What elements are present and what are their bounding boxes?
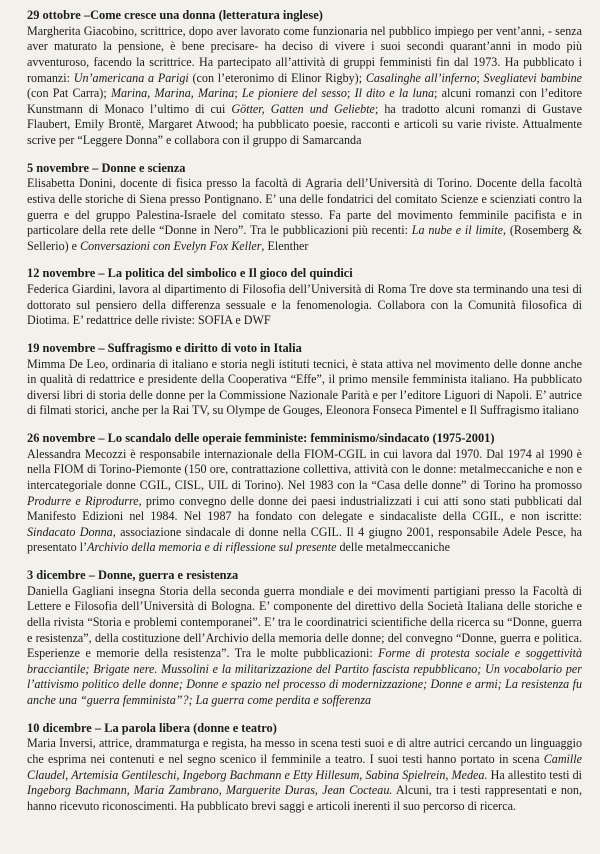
- italic-title-text: Ingeborg Bachmann, Maria Zambrano, Marguerite Duras, Jean Cocteau.: [27, 783, 393, 798]
- speaker-bio: [27, 736, 582, 814]
- bio-text: (con Pat Carra);: [27, 86, 111, 101]
- italic-title-text: Sindacato Donna: [27, 524, 113, 539]
- bio-text: Margherita Giacobino, scrittrice, dopo aver lavorato come funzionaria nel pubblico impiego per vent’anni, - senza aver maturato la pensione, è bene precisare- ha deciso di vivere i suoi secondi quarant’anni in modo più avventuroso, facendo la scrittrice. Ha partecipato all’attività di gruppi femministi fin dal 1973. Ha pubblicato i romanzi:: [27, 23, 582, 85]
- bio-text: ; alcuni romanzi con l’editore Kunstmann di Monaco l’ultimo di cui: [27, 86, 582, 116]
- italic-title-text: Marina, Marina, Marina: [110, 86, 235, 101]
- lecture-section: [27, 161, 582, 255]
- speaker-bio: [27, 24, 582, 149]
- bio-text: , (Rosemberg & Sellerio) e: [27, 223, 582, 253]
- italic-title-text: Casalinghe all’inferno: [365, 70, 477, 85]
- bio-text: delle metalmeccaniche: [336, 540, 450, 555]
- speaker-bio: [27, 176, 582, 254]
- lecture-section: [27, 431, 582, 556]
- bio-text: (con l’eteronimo di Elinor Rigby);: [188, 70, 366, 85]
- speaker-bio: [27, 584, 582, 709]
- bio-text: Federica Giardini, lavora al dipartimento di Filosofia dell’Università di Roma Tre dove sta terminando una tesi di dottorato sul pensiero della differenza sessuale e la fenomenologia. Collabora con la Comunità filosofica di Diotima. E’ redattrice delle riviste: SOFIA e DWF: [27, 282, 582, 328]
- italic-title-text: Le pioniere del sesso: [241, 86, 347, 101]
- bio-text: Ha allestito testi di: [487, 767, 582, 782]
- lecture-heading: 26 novembre – Lo scandalo delle operaie femministe: femminismo/sindacato (1975-2001): [27, 431, 495, 446]
- lecture-heading: 12 novembre – La politica del simbolico e Il gioco del quindici: [27, 266, 353, 281]
- bio-text: , associazione sindacale di donne nella CGIL. Il 4 giugno 2001, responsabile Adele Pesce, ha presentato l’: [27, 524, 582, 555]
- lecture-section: [27, 721, 582, 815]
- bio-text: Alcuni, tra i testi rappresentati e non, hanno ricevuto riconoscimenti. Ha pubblicato brevi saggi e articoli inerenti il suo percorso di ricerca.: [27, 783, 582, 813]
- lecture-section: [27, 266, 582, 329]
- bio-text: Alessandra Mecozzi è responsabile internazionale della FIOM-CGIL in cui lavora dal 1970. Dal 1974 al 1990 è nella FIOM di Torino-Piemonte (150 ore, contrattazione collettiva, attività con le donne: metalmeccaniche e non e intercategoriale donne CGIL, CISL, UIL di Torino). Nel 1983 con la “Casa delle donne” di Torino ha promosso: [27, 446, 582, 493]
- bio-text: , Elenther: [261, 238, 309, 253]
- bio-text: Mimma De Leo, ordinaria di italiano e storia negli istituti tecnici, è stata attiva nel movimento delle donne anche in qualità di redattrice e presidente della Cooperativa “Effe”, il primo mensile femminista italiano. Ha pubblicato diversi libri di storia delle donne per la Commissione Nazionale Parità e per l’editore Liguori di Napoli. E’ autrice di filmati storici, anche per la Rai TV, su Olympe de Gouges, Eleonora Fonseca Pimentel e Il Suffragismo italiano: [27, 356, 582, 418]
- italic-title-text: Götter, Gatten und Geliebte: [231, 101, 375, 116]
- bio-text: ;: [234, 86, 242, 101]
- italic-title-text: Camille Claudel, Artemisia Gentileschi, Ingeborg Bachmann e Etty Hillesum, Sabina Spielrein, Medea.: [27, 751, 582, 782]
- lecture-heading: 29 ottobre –Come cresce una donna (letteratura inglese): [27, 8, 323, 22]
- italic-title-text: Un’americana a Parigi: [73, 70, 189, 85]
- lecture-section: [27, 568, 582, 709]
- bio-text: , primo convegno delle donne dei paesi industrializzati i cui atti sono stati pubblicati dal Manifesto Edizioni nel 1984. Nel 1987 ha fondato con delegate e sindacaliste della CGIL, e non iscritte:: [27, 493, 582, 524]
- bio-text: ;: [476, 70, 484, 85]
- italic-title-text: Conversazioni con Evelyn Fox Keller: [80, 238, 262, 253]
- speaker-bio: [27, 357, 582, 419]
- speaker-bio: [27, 282, 582, 329]
- speaker-bio: [27, 447, 582, 556]
- lecture-section: [27, 341, 582, 419]
- lecture-heading: 19 novembre – Suffragismo e diritto di voto in Italia: [27, 340, 302, 355]
- bio-text: Elisabetta Donini, docente di fisica presso la facoltà di Agraria dell’Università di Torino. Docente della facoltà estiva delle storiche di Siena presso Pontignano. E’ una delle fondatrici del comitato Scienze e scienziati contro la guerra e del gruppo Palestina-Israele del comitato stesso. Fa parte del movimento femminile pacifista e in particolare della rete delle “Donne in Nero”. Tra le pubblicazioni più recenti:: [27, 176, 582, 238]
- bio-text: ;: [346, 86, 355, 101]
- italic-title-text: Archivio della memoria e di riflessione sul presente: [87, 540, 337, 555]
- italic-title-text: Svegliatevi bambine: [483, 70, 582, 85]
- lecture-heading: 5 novembre – Donne e scienza: [27, 160, 186, 175]
- italic-title-text: Forme di protesta sociale e soggettività bracciantile; Brigate nere. Mussolini e la militarizzazione del Partito fascista repubblicano; Un vocabolario per l’attivismo politico delle donne; Donne e spazio nel processo di modernizzazione; Donne e armi; La resistenza fu anche una “guerra femminista”?; La guerra come perdita e sofferenza: [27, 646, 582, 707]
- lecture-schedule: [27, 8, 582, 814]
- italic-title-text: Il dito e la luna: [354, 86, 435, 101]
- bio-text: Daniella Gagliani insegna Storia della seconda guerra mondiale e dei movimenti partigiani presso la Facoltà di Lettere e Filosofia dell’Università di Bologna. E’ componente del direttivo della Società Italiana delle storiche e della rivista “Storia e problemi contemporanei”. E’ tra le coordinatrici scientifiche della ricerca su “Donne, guerra e resistenza”, della costituzione dell’Archivio della memoria delle donne; del convegno “Donne, guerra e politica. Esperienze e memorie della resistenza”. Tra le molte pubblicazioni:: [27, 583, 582, 661]
- italic-title-text: La nube e il limite: [411, 223, 503, 238]
- lecture-heading: 3 dicembre – Donne, guerra e resistenza: [27, 568, 239, 583]
- bio-text: ; ha tradotto alcuni romanzi di Gustave Flaubert, Emily Brontë, Margaret Atwood; ha pubblicato poesie, racconti e articoli su varie riviste. Attualmente scrive per “Leggere Donna” e collabora con il gruppo di Samarcanda: [27, 101, 582, 147]
- lecture-heading: 10 dicembre – La parola libera (donne e teatro): [27, 720, 277, 735]
- bio-text: Maria Inversi, attrice, drammaturga e regista, ha messo in scena testi suoi e di altre autrici cercando un linguaggio che esprima nei contenuti e nel segno scenico il femminile a teatro. I suoi testi hanno portato in scena: [27, 736, 582, 766]
- italic-title-text: Produrre e Riprodurre: [27, 493, 139, 508]
- lecture-section: [27, 8, 582, 149]
